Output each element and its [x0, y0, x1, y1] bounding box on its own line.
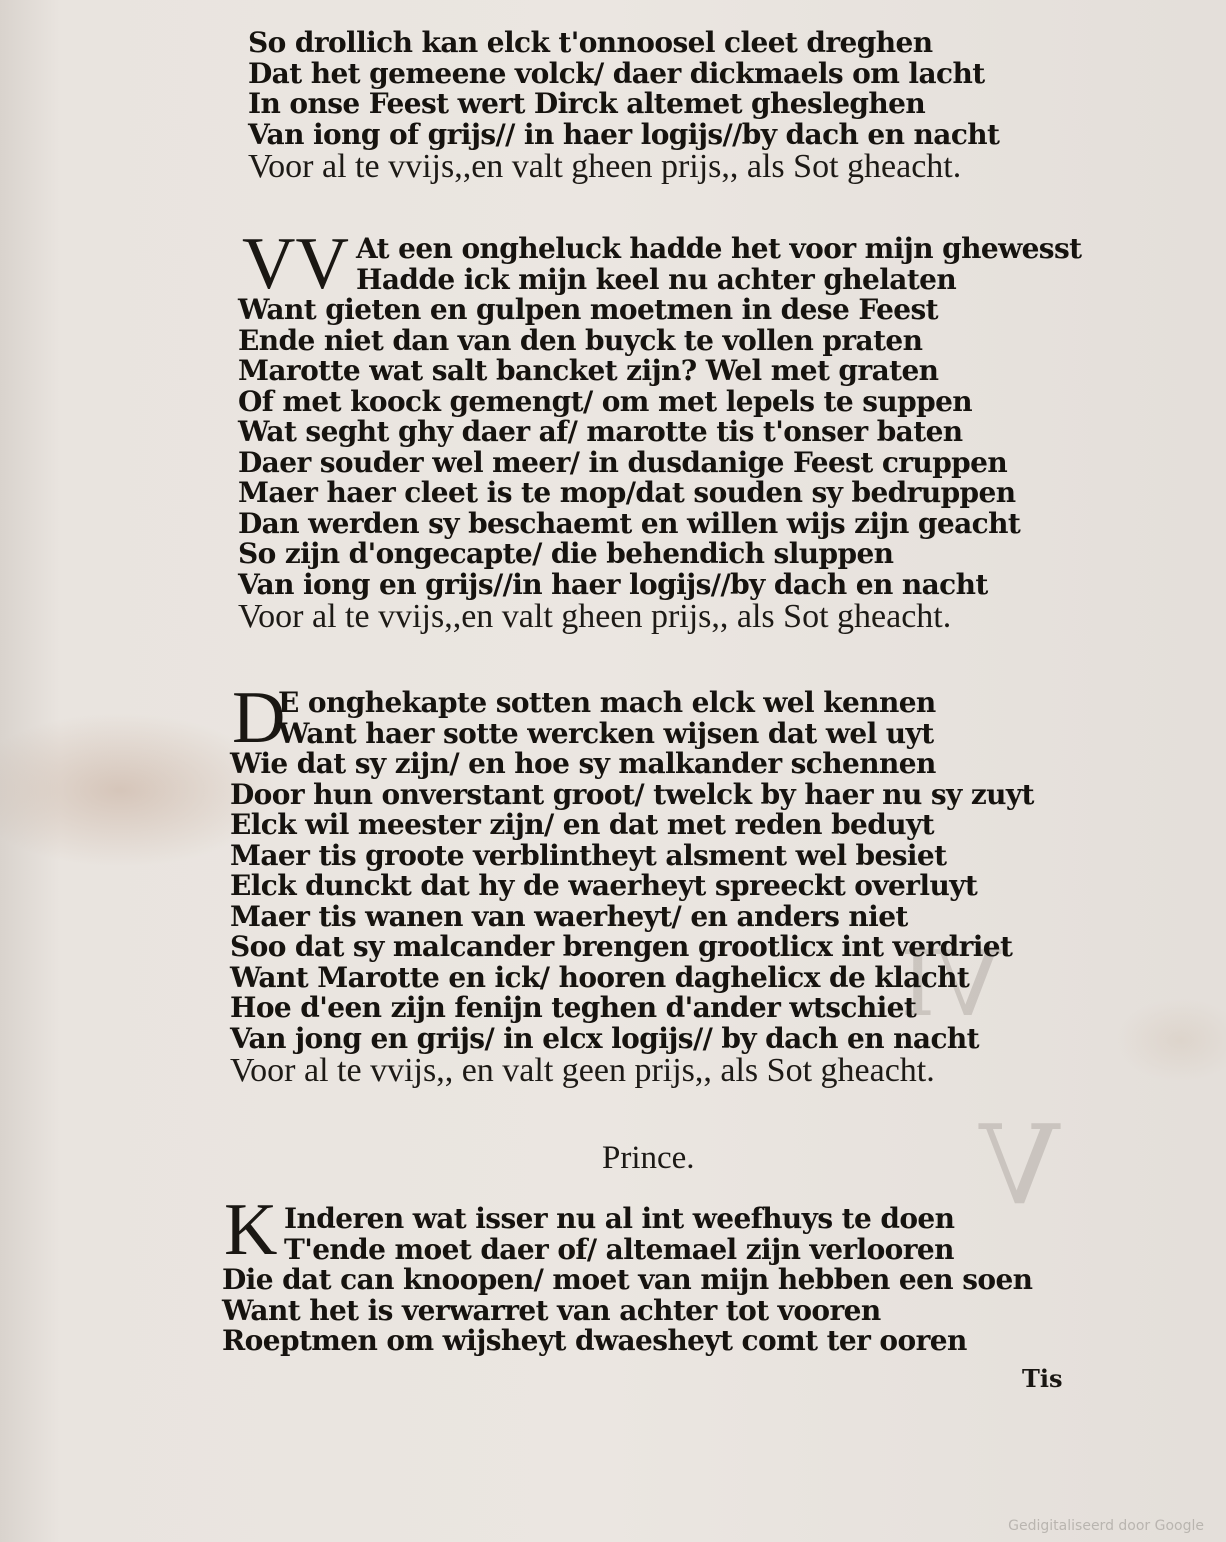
verse-line: Soo dat sy malcander brengen grootlicx int verdriet	[230, 930, 1013, 963]
verse-line: Wat seght ghy daer af/ marotte tis t'onser baten	[238, 415, 963, 448]
digitization-watermark: Gedigitaliseerd door Google	[1008, 1518, 1204, 1534]
refrain-line: Voor al te vvijs,,en valt gheen prijs,, als Sot gheacht.	[238, 598, 952, 635]
verse-line: In onse Feest wert Dirck altemet ghesleghen	[248, 87, 926, 120]
verse-line: Of met koock gemengt/ om met lepels te suppen	[238, 384, 973, 418]
verse-line: T'ende moet daer of/ altemael zijn verlooren	[284, 1232, 954, 1266]
verse-line: Maer tis wanen van waerheyt/ en anders niet	[230, 899, 908, 933]
verse-line: Marotte wat salt bancket zijn? Wel met graten	[238, 354, 939, 387]
verse-line: Maer haer cleet is te mop/dat souden sy bedruppen	[238, 476, 1016, 509]
stanza-1	[248, 28, 999, 184]
refrain-line: Voor al te vvijs,,en valt gheen prijs,, als Sot gheacht.	[248, 148, 962, 185]
drop-capital: K	[224, 1189, 278, 1271]
section-heading: Prince.	[602, 1140, 695, 1176]
verse-line: Elck dunckt dat hy de waerheyt spreeckt overluyt	[230, 869, 978, 902]
verse-line: So zijn d'ongecapte/ die behendich sluppen	[238, 537, 894, 570]
drop-capital: VV	[242, 223, 349, 305]
verse-line: Maer tis groote verblintheyt alsment wel besiet	[230, 838, 947, 872]
verse-line: So drollich kan elck t'onnoosel cleet dreghen	[248, 26, 933, 59]
verse-line: Dan werden sy beschaemt en willen wijs zijn geacht	[238, 506, 1021, 540]
bleed-through-capital: V	[980, 1101, 1060, 1229]
verse-line: Inderen wat isser nu al int weefhuys te doen	[284, 1202, 955, 1235]
prince-stanza	[222, 1204, 1032, 1357]
verse-line: Die dat can knoopen/ moet van mijn hebben een soen	[222, 1263, 1033, 1296]
verse-line: Want gieten en gulpen moetmen in dese Feest	[238, 293, 938, 326]
verse-line: Van jong en grijs/ in elcx logijs// by dach en nacht	[230, 1021, 979, 1055]
drop-capital: D	[232, 677, 286, 759]
verse-line: Hoe d'een zijn fenijn teghen d'ander wtschiet	[230, 991, 917, 1024]
verse-line: Van iong en grijs//in haer logijs//by dach en nacht	[238, 567, 988, 601]
verse-line: Door hun onverstant groot/ twelck by haer nu sy zuyt	[230, 777, 1034, 811]
stanza-2	[238, 223, 1082, 635]
verse-line: Van iong of grijs// in haer logijs//by dach en nacht	[248, 117, 1000, 151]
verse-line: Want haer sotte wercken wijsen dat wel uyt	[278, 716, 934, 750]
verse-line: At een ongheluck hadde het voor mijn ghewesst	[356, 232, 1082, 265]
refrain-line: Voor al te vvijs,, en valt geen prijs,, als Sot gheacht.	[230, 1052, 935, 1089]
catchword: Tis	[1022, 1364, 1063, 1393]
verse-line: Hadde ick mijn keel nu achter ghelaten	[356, 262, 957, 296]
verse-line: Roeptmen om wijsheyt dwaesheyt comt ter ooren	[222, 1324, 967, 1357]
verse-line: Daer souder wel meer/ in dusdanige Feest cruppen	[238, 445, 1008, 479]
verse-line: Ende niet dan van den buyck te vollen praten	[238, 323, 923, 357]
verse-line: Dat het gemeene volck/ daer dickmaels om lacht	[248, 56, 985, 90]
stanza-3	[230, 677, 1034, 1089]
verse-line: E onghekapte sotten mach elck wel kennen	[278, 686, 936, 719]
verse-line: Want het is verwarret van achter tot vooren	[222, 1293, 881, 1327]
bleed-through-capital: VI	[900, 932, 1001, 1037]
verse-line: Wie dat sy zijn/ en hoe sy malkander schennen	[230, 747, 936, 780]
verse-line: Want Marotte en ick/ hooren daghelicx de klacht	[230, 960, 970, 994]
verse-line: Elck wil meester zijn/ en dat met reden beduyt	[230, 808, 935, 841]
